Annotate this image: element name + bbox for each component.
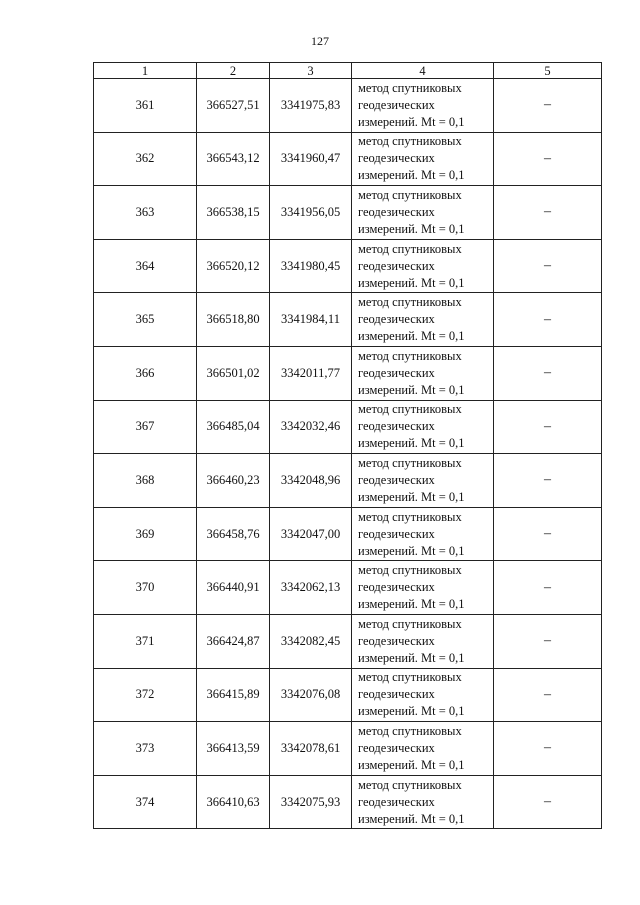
- x-coordinate-cell: 366458,76: [197, 507, 270, 561]
- method-line-1: метод спутниковых: [358, 187, 462, 202]
- table-row: [94, 132, 602, 186]
- table-row: [94, 346, 602, 400]
- method-line-2: геодезических: [358, 740, 435, 755]
- method-line-3: измерений. Mt = 0,1: [358, 489, 465, 504]
- method-cell: [352, 668, 494, 722]
- y-coordinate-cell: 3341956,05: [270, 186, 352, 240]
- table-row: [94, 775, 602, 829]
- y-coordinate-cell: 3341975,83: [270, 79, 352, 133]
- method-line-2: геодезических: [358, 151, 435, 166]
- x-coordinate-cell: 366415,89: [197, 668, 270, 722]
- x-coordinate-cell: 366527,51: [197, 79, 270, 133]
- y-coordinate-cell: 3342076,08: [270, 668, 352, 722]
- method-line-2: геодезических: [358, 312, 435, 327]
- method-line-1: метод спутниковых: [358, 670, 462, 685]
- column-header-4: 4: [352, 63, 494, 79]
- method-line-2: геодезических: [358, 419, 435, 434]
- note-cell: –: [494, 722, 602, 776]
- note-cell: –: [494, 454, 602, 508]
- table-body: [94, 79, 602, 829]
- x-coordinate-cell: 366410,63: [197, 775, 270, 829]
- point-number-cell: 363: [94, 186, 197, 240]
- method-line-1: метод спутниковых: [358, 723, 462, 738]
- method-line-2: геодезических: [358, 687, 435, 702]
- point-number-cell: 362: [94, 132, 197, 186]
- point-number-cell: 368: [94, 454, 197, 508]
- point-number-cell: 365: [94, 293, 197, 347]
- method-cell: [352, 507, 494, 561]
- method-cell: [352, 722, 494, 776]
- method-line-2: геодезических: [358, 526, 435, 541]
- point-number-cell: 372: [94, 668, 197, 722]
- method-line-3: измерений. Mt = 0,1: [358, 757, 465, 772]
- x-coordinate-cell: 366520,12: [197, 239, 270, 293]
- method-line-1: метод спутниковых: [358, 134, 462, 149]
- method-cell: [352, 346, 494, 400]
- table-row: [94, 186, 602, 240]
- point-number-cell: 373: [94, 722, 197, 776]
- method-cell: [352, 614, 494, 668]
- table-row: [94, 454, 602, 508]
- x-coordinate-cell: 366518,80: [197, 293, 270, 347]
- table-row: [94, 668, 602, 722]
- method-line-1: метод спутниковых: [358, 241, 462, 256]
- method-line-2: геодезических: [358, 633, 435, 648]
- coordinates-table: [93, 62, 602, 829]
- x-coordinate-cell: 366413,59: [197, 722, 270, 776]
- y-coordinate-cell: 3342075,93: [270, 775, 352, 829]
- x-coordinate-cell: 366501,02: [197, 346, 270, 400]
- point-number-cell: 370: [94, 561, 197, 615]
- y-coordinate-cell: 3341980,45: [270, 239, 352, 293]
- method-line-1: метод спутниковых: [358, 616, 462, 631]
- point-number-cell: 366: [94, 346, 197, 400]
- method-line-1: метод спутниковых: [358, 80, 462, 95]
- x-coordinate-cell: 366440,91: [197, 561, 270, 615]
- method-line-1: метод спутниковых: [358, 348, 462, 363]
- method-line-2: геодезических: [358, 580, 435, 595]
- table-row: [94, 239, 602, 293]
- method-line-2: геодезических: [358, 472, 435, 487]
- y-coordinate-cell: 3342047,00: [270, 507, 352, 561]
- method-line-3: измерений. Mt = 0,1: [358, 114, 465, 129]
- x-coordinate-cell: 366543,12: [197, 132, 270, 186]
- method-line-1: метод спутниковых: [358, 402, 462, 417]
- point-number-cell: 367: [94, 400, 197, 454]
- method-line-2: геодезических: [358, 365, 435, 380]
- note-cell: –: [494, 614, 602, 668]
- y-coordinate-cell: 3342078,61: [270, 722, 352, 776]
- y-coordinate-cell: 3342062,13: [270, 561, 352, 615]
- note-cell: –: [494, 293, 602, 347]
- y-coordinate-cell: 3341960,47: [270, 132, 352, 186]
- x-coordinate-cell: 366424,87: [197, 614, 270, 668]
- table-row: [94, 79, 602, 133]
- method-line-3: измерений. Mt = 0,1: [358, 221, 465, 236]
- y-coordinate-cell: 3342011,77: [270, 346, 352, 400]
- y-coordinate-cell: 3342032,46: [270, 400, 352, 454]
- method-cell: [352, 293, 494, 347]
- method-line-3: измерений. Mt = 0,1: [358, 329, 465, 344]
- column-header-1: 1: [94, 63, 197, 79]
- table-row: [94, 722, 602, 776]
- method-cell: [352, 561, 494, 615]
- method-line-1: метод спутниковых: [358, 455, 462, 470]
- table-row: [94, 507, 602, 561]
- method-line-3: измерений. Mt = 0,1: [358, 382, 465, 397]
- method-line-3: измерений. Mt = 0,1: [358, 543, 465, 558]
- note-cell: –: [494, 186, 602, 240]
- method-cell: [352, 79, 494, 133]
- method-line-1: метод спутниковых: [358, 777, 462, 792]
- method-cell: [352, 400, 494, 454]
- note-cell: –: [494, 775, 602, 829]
- point-number-cell: 371: [94, 614, 197, 668]
- note-cell: –: [494, 346, 602, 400]
- note-cell: –: [494, 507, 602, 561]
- method-line-1: метод спутниковых: [358, 509, 462, 524]
- method-line-3: измерений. Mt = 0,1: [358, 168, 465, 183]
- method-line-3: измерений. Mt = 0,1: [358, 436, 465, 451]
- method-cell: [352, 239, 494, 293]
- method-line-2: геодезических: [358, 794, 435, 809]
- method-cell: [352, 186, 494, 240]
- method-line-2: геодезических: [358, 204, 435, 219]
- point-number-cell: 361: [94, 79, 197, 133]
- method-cell: [352, 454, 494, 508]
- table-row: [94, 561, 602, 615]
- method-cell: [352, 775, 494, 829]
- note-cell: –: [494, 668, 602, 722]
- method-line-2: геодезических: [358, 97, 435, 112]
- page-number: 127: [311, 34, 329, 48]
- method-line-1: метод спутниковых: [358, 563, 462, 578]
- y-coordinate-cell: 3342082,45: [270, 614, 352, 668]
- column-header-5: 5: [494, 63, 602, 79]
- column-header-3: 3: [270, 63, 352, 79]
- method-line-3: измерений. Mt = 0,1: [358, 704, 465, 719]
- note-cell: –: [494, 132, 602, 186]
- x-coordinate-cell: 366485,04: [197, 400, 270, 454]
- method-line-3: измерений. Mt = 0,1: [358, 275, 465, 290]
- method-cell: [352, 132, 494, 186]
- table-header-row: [94, 63, 602, 79]
- note-cell: –: [494, 239, 602, 293]
- method-line-1: метод спутниковых: [358, 295, 462, 310]
- note-cell: –: [494, 400, 602, 454]
- y-coordinate-cell: 3341984,11: [270, 293, 352, 347]
- table-row: [94, 400, 602, 454]
- method-line-2: геодезических: [358, 258, 435, 273]
- point-number-cell: 364: [94, 239, 197, 293]
- note-cell: –: [494, 79, 602, 133]
- table-row: [94, 614, 602, 668]
- method-line-3: измерений. Mt = 0,1: [358, 650, 465, 665]
- x-coordinate-cell: 366538,15: [197, 186, 270, 240]
- y-coordinate-cell: 3342048,96: [270, 454, 352, 508]
- method-line-3: измерений. Mt = 0,1: [358, 811, 465, 826]
- method-line-3: измерений. Mt = 0,1: [358, 597, 465, 612]
- point-number-cell: 369: [94, 507, 197, 561]
- table-row: [94, 293, 602, 347]
- point-number-cell: 374: [94, 775, 197, 829]
- column-header-2: 2: [197, 63, 270, 79]
- x-coordinate-cell: 366460,23: [197, 454, 270, 508]
- note-cell: –: [494, 561, 602, 615]
